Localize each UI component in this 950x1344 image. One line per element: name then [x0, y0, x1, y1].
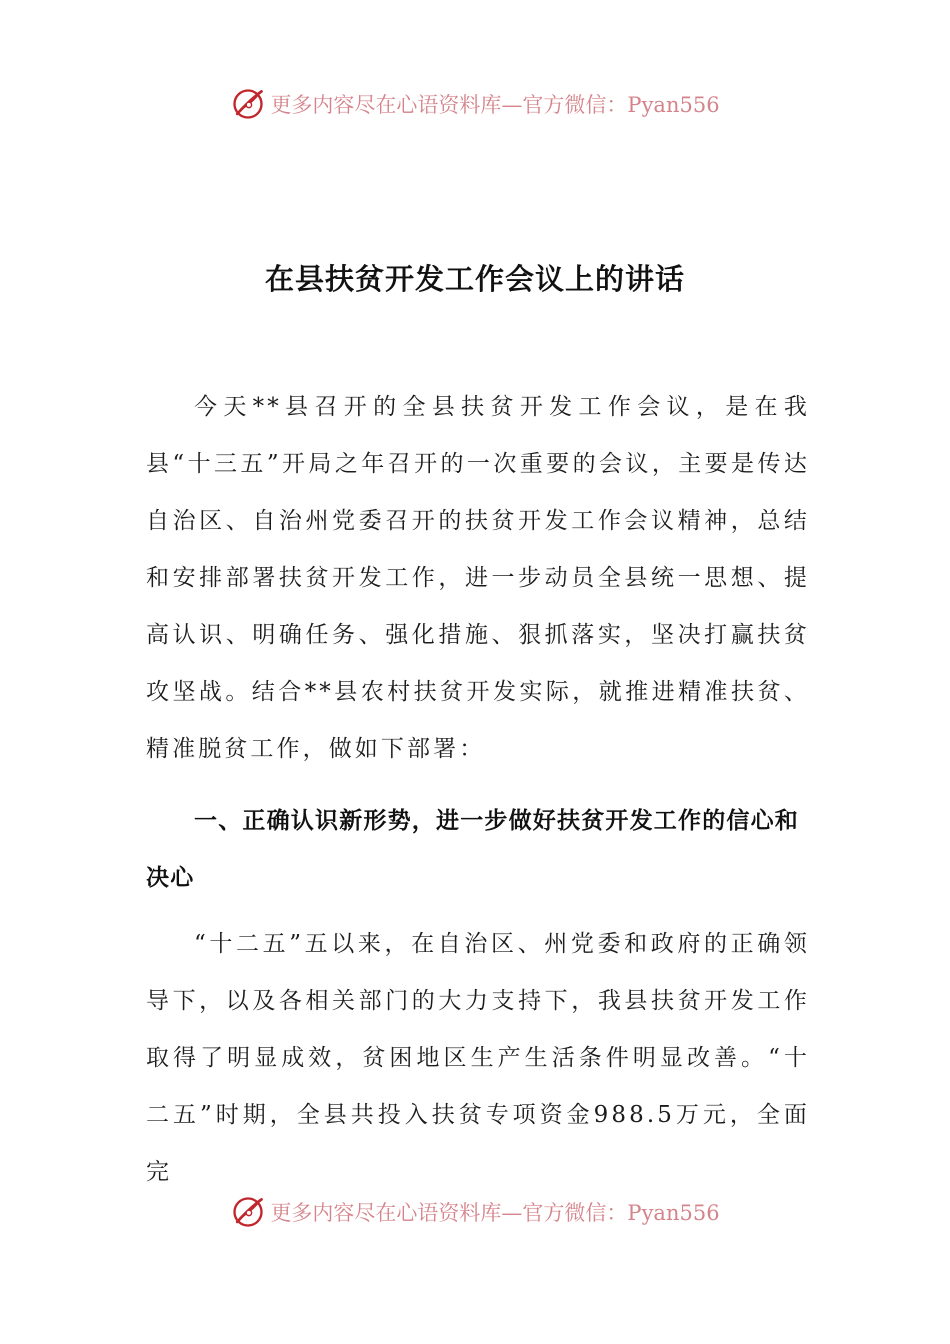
watermark-banner-bottom — [0, 1190, 950, 1234]
watermark-text: 更多内容尽在心语资料库—官方微信：Pyan556 — [270, 1201, 720, 1225]
pen-quill-logo-icon — [230, 86, 266, 122]
pen-quill-logo-icon — [230, 1194, 266, 1230]
document-title: 在县扶贫开发工作会议上的讲话 — [264, 262, 685, 297]
body-paragraph-section-1: “十二五”五以来，在自治区、州党委和政府的正确领导下，以及各相关部门的大力支持下，我县扶贫开发工作取得了明显成效，贫困地区生产生活条件明显改善。“十二五”时期，全县共投入扶贫专项资金988.5万元，全面完 — [146, 931, 810, 1185]
watermark-banner-top — [0, 82, 950, 126]
watermark-text: 更多内容尽在心语资料库—官方微信：Pyan556 — [270, 93, 720, 117]
body-paragraph-intro: 今天**县召开的全县扶贫开发工作会议，是在我县“十三五”开局之年召开的一次重要的会议，主要是传达自治区、自治州党委召开的扶贫开发工作会议精神，总结和安排部署扶贫开发工作，进一步动员全县统一思想、提高认识、明确任务、强化措施、狠抓落实，坚决打赢扶贫攻坚战。结合**县农村扶贫开发实际，就推进精准扶贫、精准脱贫工作，做如下部署： — [146, 394, 810, 762]
section-heading-1: 一、正确认识新形势，进一步做好扶贫开发工作的信心和决心 — [146, 808, 799, 891]
